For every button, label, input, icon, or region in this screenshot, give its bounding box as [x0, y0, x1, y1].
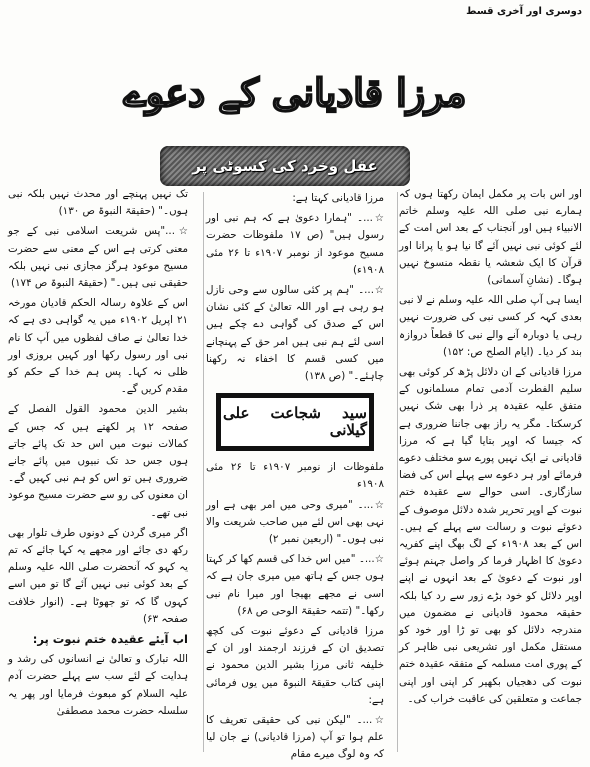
- paragraph: اللہ تبارک و تعالیٰ نے انسانوں کی رشد و ہدایت کے لئے سب سے پہلے حضرت آدم علیہ السلام کو مبعوث فرمایا اور پھر یہ سلسلہ حضرت محمد مصطفیٰ: [8, 653, 188, 717]
- column-divider: [397, 192, 398, 752]
- paragraph: بشیر الدین محمود القول الفصل کے صفحہ ۱۲ پر لکھتے ہیں کہ جس کے کمالات نبوت میں اس حد تک پائے جاتے ہوں جس حد تک نبیوں میں پائے جانے ضروری ہیں تو اس کو ہم نبی کہیں گے۔ ان معنوں کی رو سے حضرت مسیح موعود نبی تھے۔: [8, 403, 188, 519]
- author-box-inner: [221, 398, 369, 446]
- author-name: سید شجاعت علی گیلانی: [223, 404, 367, 440]
- paragraph: مرزا قادیانی کہتا ہے:: [292, 192, 384, 204]
- subtitle-text: عقل وخرد کی کسوٹی پر: [192, 157, 378, 175]
- quote-paragraph: ☆...۔ "ہمارا دعویٰ ہے کہ ہم نبی اور رسول ہیں" (ص ۱۷ ملفوظات حضرت مسیح موعود از نومبر ۱۹۰۷ء تا ۲۶ مئی ۱۹۰۸ء): [206, 212, 385, 276]
- paragraph: مرزا قادیانی کے ان دلائل پڑھ کر کوئی بھی سلیم الفطرت آدمی تمام مسلمانوں کے متفق علیہ عقیدہ پر ذرا بھی شک نہیں کرسکتا۔ مگر یہ راز بھی جاننا ضروری ہے کہ جیسا کہ اوپر بتایا گیا ہے کہ مرزا قادیانی نے ایک نہیں پورے سو مختلف دعوے فرمائے اور ہر دعوے سے پہلے اس کی فضا سازگاری۔ اسی حوالے سے عقیدہ ختم نبوت کے اوپر تحریر شدہ دلائل موصوف کے دعوئے نبوت و رسالت سے پہلے کے ہیں۔ اس کے بعد ۱۹۰۸ء کے لگ بھگ اپنے کفریہ دعویٰ کا اظہار فرما کر واصل جہنم ہوئے اور نبوت کے دعویٰ کے بعد انہوں نے اپنے اوپر دلائل کو خود بڑے زور سے رد کیا بلکہ حقیقہ محمود قادیانی نے مضمون میں مندرجہ دلائل کو بھی تو ڑا اور خود کو مستقل مکمل اور تشریعی نبی ظاہر کر کے پوری امت مسلمہ کے متفقہ عقیدہ ختم نبوت کی دھجیاں بکھیر کر اپنی اور اپنی جماعت و متعلقین کی عاقبت خراب کی۔: [399, 366, 582, 705]
- paragraph: ایسا ہی آپ صلی اللہ علیہ وسلم نے لا نبی بعدی کہہ کر کسی نبی کی ضرورت نہیں رہی یا دوبارہ آنے والے نبی کا قطعاً دروازہ بند کر دیا۔ (ایام الصلح ص: ۱۵۲): [399, 294, 582, 358]
- series-label: دوسری اور آخری قسط: [466, 6, 582, 17]
- article-title-text: مرزا قادیانی کے دعوے: [123, 70, 467, 115]
- paragraph: اگر میری گردن کے دونوں طرف تلوار بھی رکھ دی جائے اور مجھے یہ کہا جائے کہ تم یہ کہو کہ آنحضرت صلی اللہ علیہ وسلم کے بعد کوئی نبی نہیں آئے گا تو میں اسے کہوں گا کہ تو جھوٹا ہے۔ (انوار خلافت صفحہ ۶۳): [8, 526, 188, 625]
- column-middle: [206, 190, 384, 767]
- quote-paragraph: ☆...۔ "میں اس خدا کی قسم کھا کر کہتا ہوں جس کے ہاتھ میں میری جان ہے کہ اسی نے مجھے بھیجا اور میرا نام نبی رکھا۔" (تتمہ حقیقۃ الوحی ص ۶۸): [206, 553, 384, 617]
- section-heading: اب آیئے عقیدہ ختم نبوت پر:: [32, 632, 188, 647]
- paragraph: اس کے علاوہ رسالہ الحکم قادیان مورخہ ۲۱ اپریل ۱۹۰۲ء میں یہ گواہی دی ہے کہ خدا تعالیٰ نے صاف لفظوں میں آپ کا نام نبی اور رسول رکھا اور کہیں بروزی اور ظلی نہ کہا۔ پس ہم خدا کے حکم کو مقدم کریں گے۔: [8, 297, 188, 396]
- reference-line: ملفوظات از نومبر ۱۹۰۷ء تا ۲۶ مئی ۱۹۰۸ء: [206, 461, 385, 491]
- subtitle-banner: [160, 146, 410, 186]
- quote-paragraph: ☆..."پس شریعت اسلامی نبی کے جو معنی کرتی ہے اس کے معنی سے حضرت مسیح موعود ہرگز مجازی نبی نہیں بلکہ حقیقی نبی ہیں۔" (حقیقۃ النبوۃ ص ۱۷۴): [8, 225, 188, 290]
- author-box: [216, 393, 374, 451]
- article-title: [70, 58, 520, 128]
- paragraph: مرزا قادیانی کے دعوئے نبوت کی کچھ تصدیق ان کے فرزند ارجمند اور ان کے خلیفہ ثانی مرزا بشیر الدین محمود نے اپنی کتاب حقیقۃ النبوۃ میں یوں فرمائی ہے:: [206, 625, 384, 706]
- quote-paragraph: ☆...۔ "لیکن نبی کی حقیقی تعریف کا علم ہوا تو آپ (مرزا قادیانی) نے جان لیا کہ وہ لوگ میرے مقام: [206, 714, 384, 761]
- paragraph: اور اس بات پر مکمل ایمان رکھتا ہوں کہ ہمارے نبی صلی اللہ علیہ وسلم خاتم الانبیاء ہیں اور آنجناب کے بعد اس امت کے لئے کوئی نبی نہیں آئے گا نیا ہو یا پرانا اور قرآن کا ایک شعشہ یا نقطہ منسوخ نہیں ہوگا۔ (نشانِ آسمانی): [399, 188, 582, 287]
- quote-paragraph: ☆...۔ "ہم پر کئی سالوں سے وحی نازل ہو رہی ہے اور اللہ تعالیٰ کے کئی نشان اس کے صدق کی گواہی دے چکے ہیں اسی لئے ہم نبی ہیں امر حق کے پہنچانے میں کسی قسم کا اخفاء نہ رکھنا چاہئے۔" (ص ۱۳۸): [206, 284, 384, 383]
- column-divider: [203, 192, 204, 752]
- quote-paragraph: ☆...۔ "میری وحی میں امر بھی ہے اور نہی بھی اس لئے میں صاحب شریعت والا نبی ہوں۔" (اربعین نمبر ۲): [206, 498, 384, 546]
- column-left: [8, 186, 188, 723]
- paragraph: تک نہیں پہنچے اور محدث نہیں بلکہ نبی ہوں۔" (حقیقۃ النبوۃ ص ۱۳۰): [8, 188, 188, 218]
- column-right: [399, 186, 582, 711]
